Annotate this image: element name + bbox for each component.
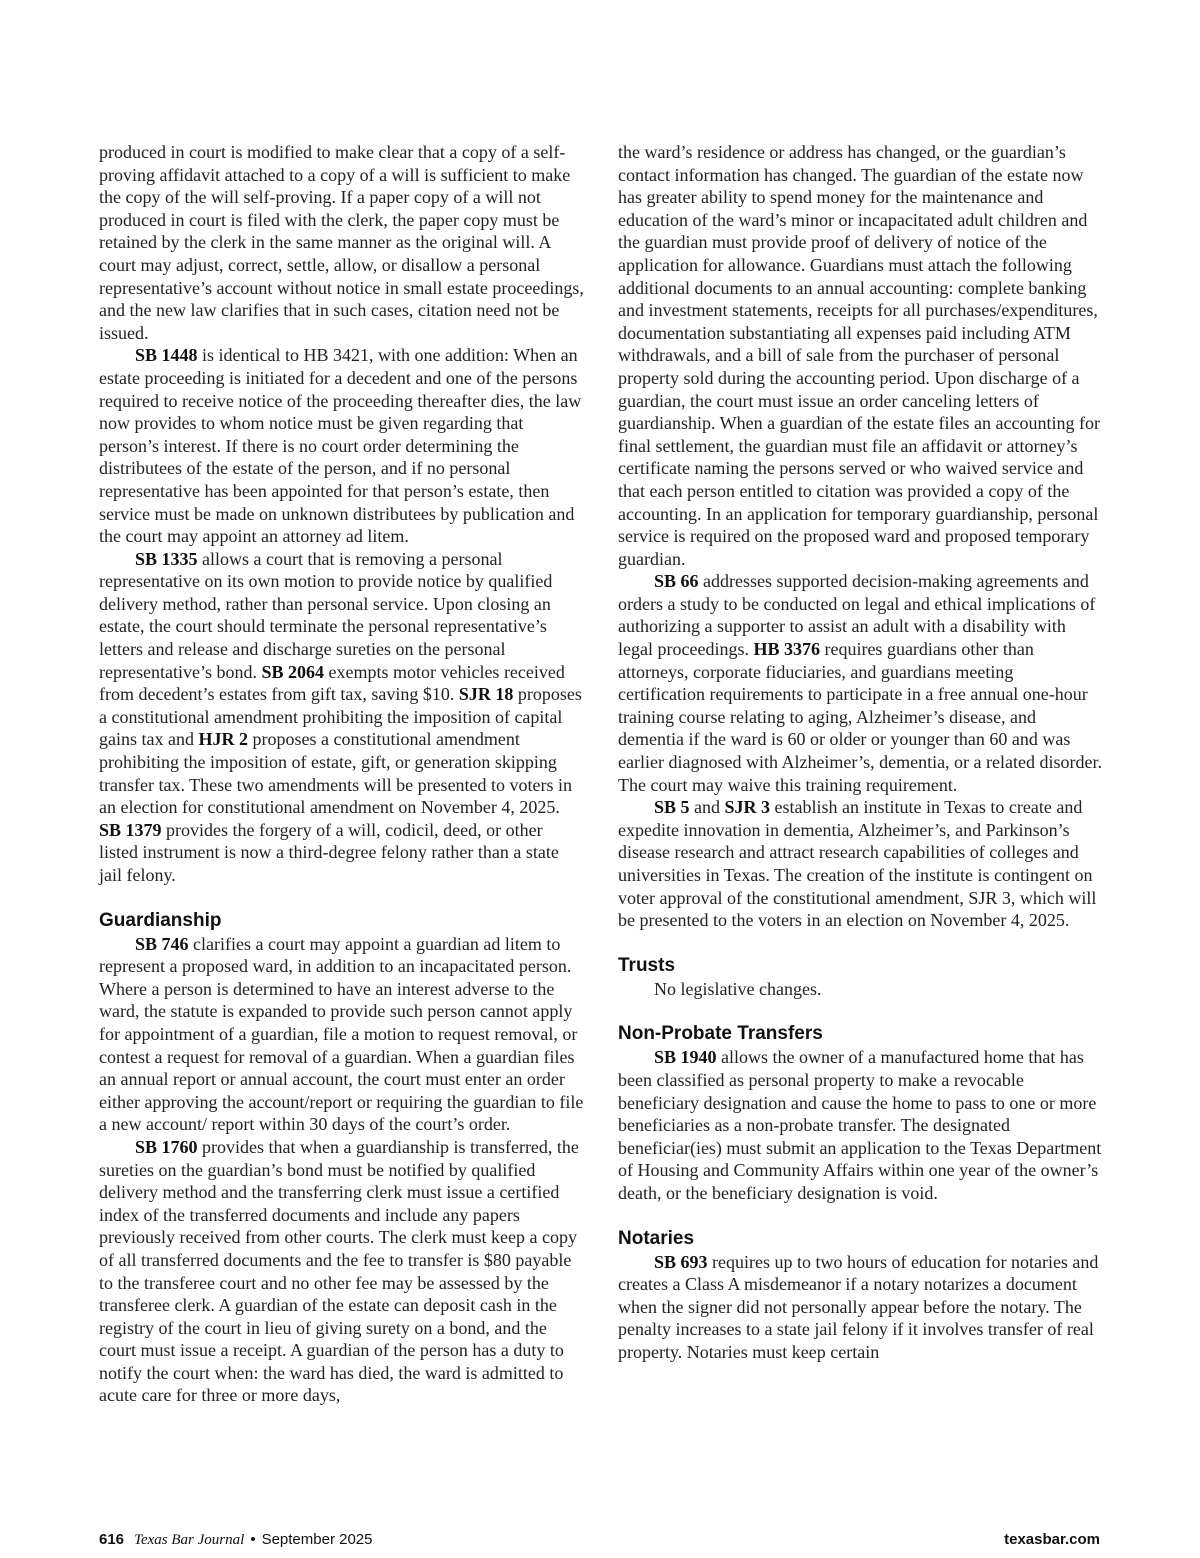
paragraph-text: requires guardians other than attorneys, corporate fiduciaries, and guardians meeting certification requirements to participate in a free annual one-hour training course relating to aging, Alzheimer’s disease, and dementia if the ward is 60 or older or younger than 60 and was earlier diagnosed with Alzheimer’s, dementia, or a related disorder. The court may waive this training requirement. (618, 639, 1102, 795)
bill-number: SJR 18 (458, 684, 514, 705)
bill-number: SB 693 (654, 1251, 708, 1272)
paragraph-text: proposes a constitutional amendment prohibiting the imposition of estate, gift, or generation skipping transfer tax. These two amendments will be presented to voters in an election for constitutional amendment on November 4, 2025. (99, 729, 573, 818)
paragraph-text: establish an institute in Texas to create and expedite innovation in dementia, Alzheimer’s, and Parkinson’s disease research and attract research capabilities of colleges and universities in Texas. The creation of the institute is contingent on voter approval of the constitutional amendment, SJR 3, which will be presented to the voters in an election on November 4, 2025. (618, 797, 1097, 931)
paragraph-sb693 (618, 1251, 1104, 1364)
paragraph-sb1448 (99, 344, 585, 547)
footer-bullet: • (250, 1531, 256, 1548)
bill-number: SB 1940 (654, 1047, 717, 1068)
paragraph-text: allows a court that is removing a personal representative on its own motion to provide notice by qualified delivery method, rather than personal service. Upon closing an estate, the court should terminate the personal representative’s letters and release and discharge sureties on the personal representative’s bond. (99, 548, 553, 682)
paragraph-text: clarifies a court may appoint a guardian ad litem to represent a proposed ward, in addition to an incapacitated person. Where a person is determined to have an interest adverse to the ward, the statute is expanded to provide such person cannot apply for appointment of a guardian, file a motion to request removal, or contest a request for removal of a guardian. When a guardian files an annual report or annual account, the court must enter an order either approving the account/report or requiring the guardian to file a new account/ report within 30 days of the court’s order. (99, 933, 584, 1135)
bill-number: SB 1760 (135, 1136, 198, 1157)
paragraph-text: is identical to HB 3421, with one addition: When an estate proceeding is initiated for a decedent and one of the persons required to receive notice of the proceeding thereafter dies, the law now provides to whom notice must be given regarding that person’s interest. If there is no court order determining the distributees of the estate of the person, and if no personal representative has been appointed for that person’s estate, then service must be made on unknown distributees by publication and the court may appoint an attorney ad litem. (99, 345, 582, 547)
bill-number: SB 1379 (99, 819, 162, 840)
section-heading-trusts: Trusts (618, 954, 676, 976)
website-link[interactable]: texasbar.com (1004, 1531, 1100, 1548)
paragraph-continuation: produced in court is modified to make clear that a copy of a self-proving affidavit attached to a copy of a will is sufficient to make the copy of the will self-proving. If a paper copy of a will not produced in court is filed with the clerk, the paper copy must be retained by the clerk in the same manner as the original will. A court may adjust, correct, settle, allow, or disallow a personal representative’s account without notice in small estate proceedings, and the new law clarifies that in such cases, citation need not be issued. (99, 142, 584, 343)
bill-number: SJR 3 (724, 797, 771, 818)
paragraph-sb66 (618, 570, 1104, 796)
paragraph-text: exempts motor vehicles received from decedent’s estates from gift tax, saving $10. (99, 661, 565, 705)
paragraph-text: and (689, 797, 725, 818)
paragraph-sb1760 (99, 1136, 585, 1407)
section-heading-non-probate-transfers: Non-Probate Transfers (618, 1023, 823, 1045)
bill-number: SB 5 (654, 797, 690, 818)
footer-left (99, 1531, 373, 1549)
bill-number: SB 2064 (261, 661, 324, 682)
paragraph-text: requires up to two hours of education for notaries and creates a Class A misdemeanor if a notary notarizes a document when the signer did not personally appear before the notary. The penalty increases to a state jail felony if it involves transfer of real property. Notaries must keep certain (618, 1251, 1099, 1362)
bill-number: SB 1335 (135, 548, 198, 569)
paragraph-sb1940 (618, 1046, 1104, 1204)
paragraph-text: allows the owner of a manufactured home that has been classified as personal property to make a revocable beneficiary designation and cause the home to pass to one or more beneficiaries as a non-probate transfer. The designated beneficiar(ies) must submit an application to the Texas Department of Housing and Community Affairs within one year of the owner’s death, or the beneficiary designation is void. (618, 1047, 1102, 1203)
right-column (618, 141, 1104, 1364)
paragraph-trusts: No legislative changes. (654, 978, 822, 999)
bill-number: SB 66 (654, 571, 699, 592)
bill-number: HB 3376 (753, 639, 820, 660)
publication-name: Texas Bar Journal (134, 1532, 245, 1548)
bill-number: HJR 2 (198, 729, 248, 750)
bill-number: SB 746 (135, 933, 189, 954)
bill-number: SB 1448 (135, 345, 198, 366)
paragraph-text: proposes a constitutional amendment prohibiting the imposition of capital gains tax and (99, 684, 582, 750)
paragraph-sb1335 (99, 548, 585, 887)
section-heading-guardianship: Guardianship (99, 909, 222, 931)
left-column (99, 141, 585, 1407)
section-heading-notaries: Notaries (618, 1227, 695, 1249)
issue-date: September 2025 (261, 1531, 373, 1548)
page-number: 616 (99, 1531, 125, 1548)
paragraph-sb746 (99, 933, 585, 1136)
paragraph-text: addresses supported decision-making agreements and orders a study to be conducted on legal and ethical implications of authorizing a supporter to assist an adult with a disability with legal proceedings. (618, 571, 1096, 660)
paragraph-sb5 (618, 796, 1104, 932)
page-footer (99, 1531, 1100, 1555)
paragraph-continuation: the ward’s residence or address has changed, or the guardian’s contact information has changed. The guardian of the estate now has greater ability to spend money for the maintenance and education of the ward’s minor or incapacitated adult children and the guardian must provide proof of delivery of notice of the application for allowance. Guardians must attach the following additional documents to an annual accounting: complete banking and investment statements, receipts for all purchases/expenditures, documentation substantiating all expenses paid including ATM withdrawals, and a bill of sale from the purchaser of personal property sold during the accounting period. Upon discharge of a guardian, the court must issue an order canceling letters of guardianship. When a guardian of the estate files an accounting for final settlement, the guardian must file an affidavit or attorney’s certificate naming the persons served or who waived service and that each person entitled to citation was provided a copy of the accounting. In an application for temporary guardianship, personal service is required on the proposed ward and proposed temporary guardian. (618, 142, 1100, 569)
paragraph-text: provides that when a guardianship is transferred, the sureties on the guardian’s bond must be notified by qualified delivery method and the transferring clerk must issue a certified index of the transferred documents and include any papers previously received from other courts. The clerk must keep a copy of all transferred documents and the fee to transfer is $80 payable to the transferee court and no other fee may be assessed by the transferee clerk. A guardian of the estate can deposit cash in the registry of the court in lieu of giving surety on a bond, and the court must issue a receipt. A guardian of the person has a duty to notify the court when: the ward has died, the ward is admitted to acute care for three or more days, (99, 1136, 579, 1406)
paragraph-text: provides the forgery of a will, codicil, deed, or other listed instrument is now a third-degree felony rather than a state jail felony. (99, 819, 559, 885)
